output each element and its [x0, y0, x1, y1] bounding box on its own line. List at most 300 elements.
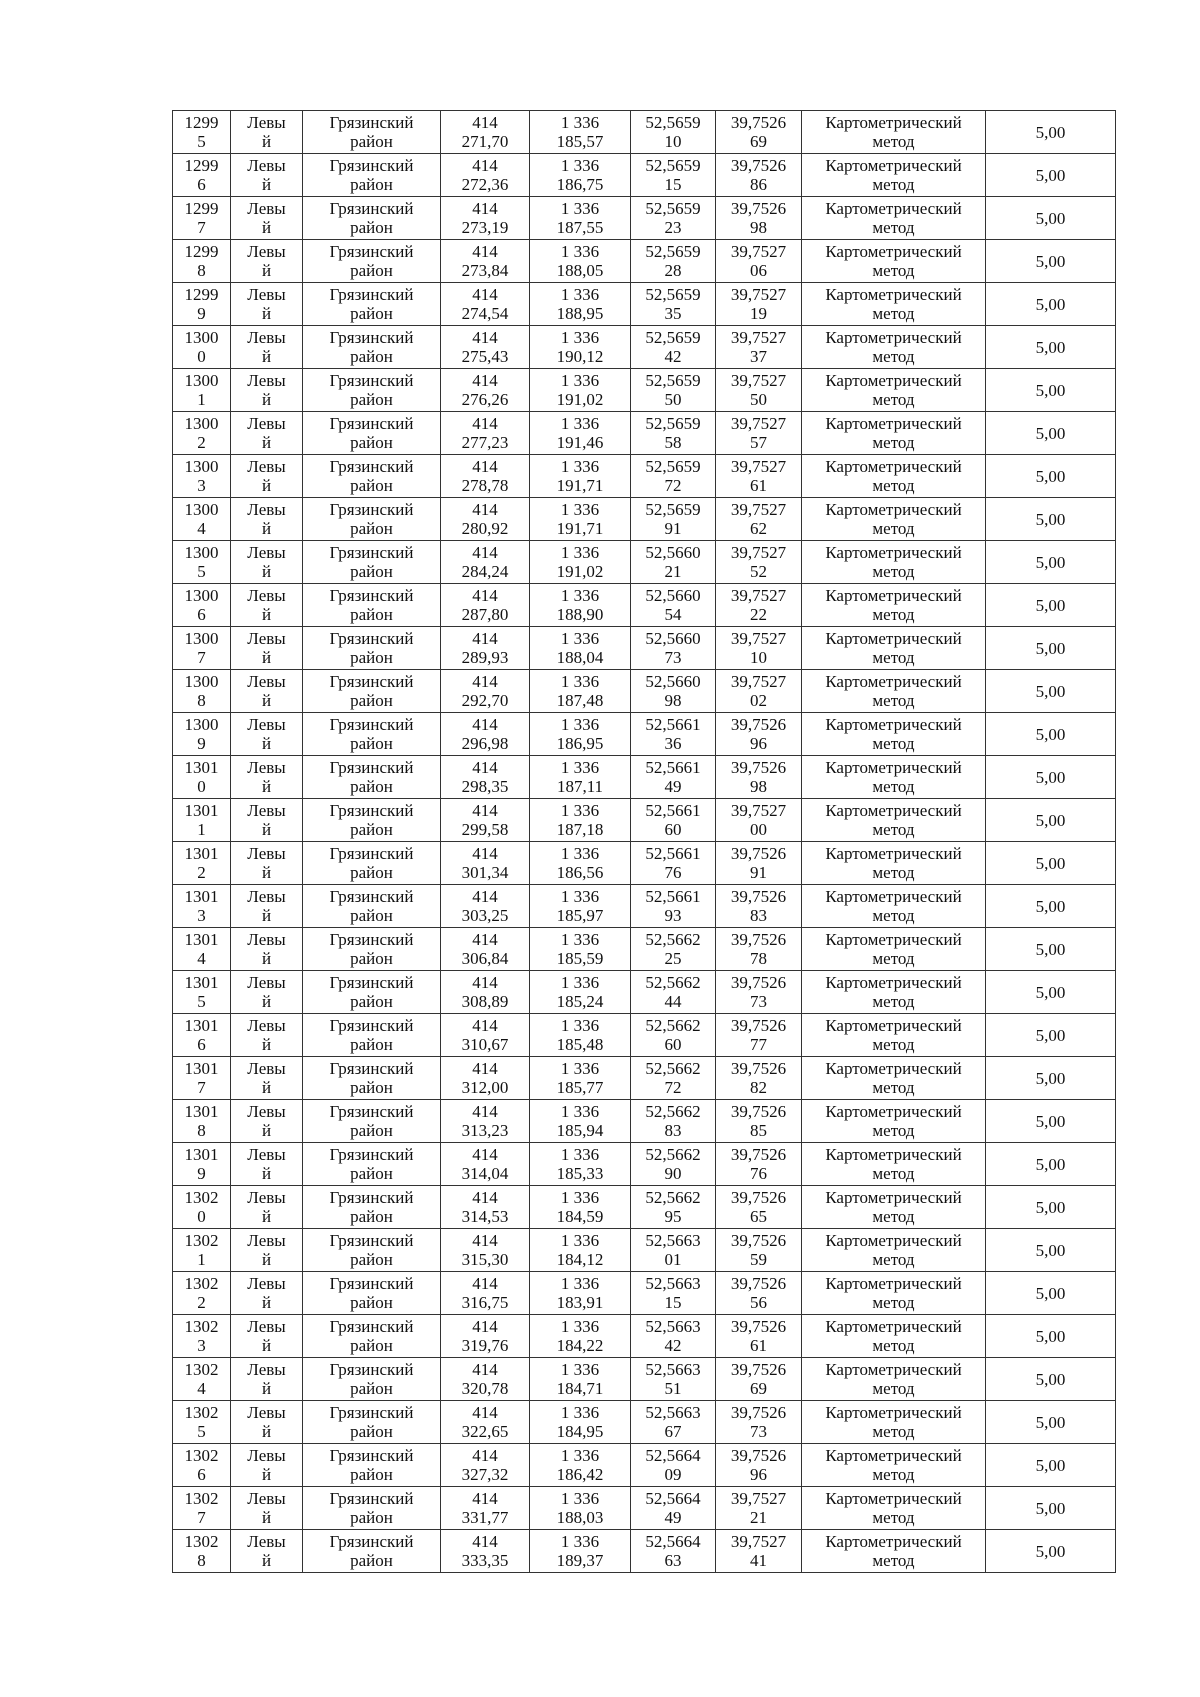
- district-cell-line: Грязинский: [329, 328, 414, 347]
- longitude-cell-line: 39,7527: [730, 457, 787, 476]
- table-row: [173, 455, 1116, 498]
- latitude-cell: [631, 1100, 716, 1143]
- method-cell: [802, 541, 986, 584]
- table-row: [173, 1057, 1116, 1100]
- point-number-cell: [173, 1057, 231, 1100]
- method-cell: [802, 670, 986, 713]
- bank-side-cell: [231, 670, 303, 713]
- method-cell-line: Картометрический: [825, 543, 962, 562]
- latitude-cell-line: 83: [664, 1121, 682, 1140]
- point-number-cell: [173, 1100, 231, 1143]
- longitude-cell: [716, 240, 802, 283]
- bank-side-cell: [231, 1401, 303, 1444]
- coord-y-cell: [530, 627, 631, 670]
- method-cell-line: метод: [872, 992, 915, 1011]
- coord-x-cell-line: 414: [472, 414, 498, 433]
- longitude-cell-line: 39,7527: [730, 285, 787, 304]
- table-row: [173, 928, 1116, 971]
- table-row: [173, 154, 1116, 197]
- longitude-cell: [716, 541, 802, 584]
- coord-y-cell-line: 1 336: [560, 844, 600, 863]
- coord-y-cell-line: 190,12: [556, 347, 604, 366]
- point-number-cell-line: 1301: [184, 973, 219, 992]
- latitude-cell: [631, 541, 716, 584]
- accuracy-cell: 5,00: [986, 326, 1116, 369]
- table-row: [173, 1186, 1116, 1229]
- bank-side-cell: [231, 1057, 303, 1100]
- latitude-cell-line: 52,5659: [645, 156, 701, 175]
- coord-y-cell-line: 1 336: [560, 1317, 600, 1336]
- coord-x-cell-line: 414: [472, 715, 498, 734]
- coord-x-cell: [441, 326, 530, 369]
- district-cell-line: район: [350, 519, 393, 538]
- bank-side-cell: [231, 1229, 303, 1272]
- method-cell: [802, 1272, 986, 1315]
- longitude-cell: [716, 369, 802, 412]
- coord-y-cell-line: 186,95: [556, 734, 604, 753]
- longitude-cell-line: 57: [750, 433, 767, 452]
- longitude-cell-line: 39,7527: [730, 629, 787, 648]
- longitude-cell-line: 77: [750, 1035, 767, 1054]
- district-cell-line: район: [350, 1121, 393, 1140]
- bank-side-cell-line: Левы: [247, 1016, 286, 1035]
- latitude-cell-line: 63: [664, 1551, 682, 1570]
- coord-x-cell-line: 414: [472, 973, 498, 992]
- longitude-cell-line: 39,7527: [730, 801, 787, 820]
- bank-side-cell-line: Левы: [247, 1102, 286, 1121]
- latitude-cell: [631, 1487, 716, 1530]
- district-cell: [303, 1530, 441, 1573]
- method-cell-line: Картометрический: [825, 887, 962, 906]
- longitude-cell: [716, 713, 802, 756]
- bank-side-cell: [231, 885, 303, 928]
- bank-side-cell-line: й: [261, 304, 272, 323]
- bank-side-cell-line: Левы: [247, 629, 286, 648]
- longitude-cell: [716, 498, 802, 541]
- method-cell-line: Картометрический: [825, 1403, 962, 1422]
- district-cell: [303, 1401, 441, 1444]
- coord-x-cell-line: 414: [472, 199, 498, 218]
- latitude-cell-line: 60: [664, 820, 682, 839]
- longitude-cell: [716, 756, 802, 799]
- bank-side-cell: [231, 154, 303, 197]
- point-number-cell-line: 1299: [184, 242, 219, 261]
- method-cell: [802, 885, 986, 928]
- table-row: [173, 627, 1116, 670]
- longitude-cell: [716, 197, 802, 240]
- accuracy-cell: 5,00: [986, 1057, 1116, 1100]
- method-cell-line: Картометрический: [825, 156, 962, 175]
- method-cell-line: Картометрический: [825, 1317, 962, 1336]
- longitude-cell-line: 78: [750, 949, 767, 968]
- district-cell-line: район: [350, 1336, 393, 1355]
- coord-x-cell-line: 414: [472, 113, 498, 132]
- district-cell: [303, 240, 441, 283]
- coord-x-cell: [441, 412, 530, 455]
- bank-side-cell-line: й: [261, 992, 272, 1011]
- coord-y-cell: [530, 842, 631, 885]
- latitude-cell-line: 52,5663: [645, 1274, 701, 1293]
- coord-y-cell-line: 1 336: [560, 758, 600, 777]
- coord-y-cell-line: 188,90: [556, 605, 604, 624]
- district-cell-line: район: [350, 390, 393, 409]
- point-number-cell-line: 4: [197, 1379, 206, 1398]
- method-cell-line: Картометрический: [825, 930, 962, 949]
- coord-x-cell: [441, 1272, 530, 1315]
- longitude-cell-line: 39,7527: [730, 328, 787, 347]
- bank-side-cell-line: й: [261, 691, 272, 710]
- coord-y-cell: [530, 885, 631, 928]
- accuracy-cell: 5,00: [986, 111, 1116, 154]
- coord-y-cell-line: 1 336: [560, 1059, 600, 1078]
- latitude-cell: [631, 1272, 716, 1315]
- method-cell-line: метод: [872, 906, 915, 925]
- district-cell-line: район: [350, 1035, 393, 1054]
- point-number-cell: [173, 369, 231, 412]
- longitude-cell-line: 69: [750, 1379, 767, 1398]
- point-number-cell: [173, 541, 231, 584]
- latitude-cell-line: 52,5661: [645, 887, 701, 906]
- coord-y-cell: [530, 498, 631, 541]
- bank-side-cell-line: Левы: [247, 758, 286, 777]
- longitude-cell-line: 85: [750, 1121, 767, 1140]
- bank-side-cell-line: й: [261, 433, 272, 452]
- latitude-cell-line: 52,5659: [645, 414, 701, 433]
- bank-side-cell: [231, 1487, 303, 1530]
- coord-y-cell-line: 186,42: [556, 1465, 604, 1484]
- latitude-cell: [631, 197, 716, 240]
- point-number-cell-line: 2: [197, 863, 206, 882]
- method-cell: [802, 1358, 986, 1401]
- coord-x-cell-line: 414: [472, 543, 498, 562]
- coord-x-cell-line: 414: [472, 1446, 498, 1465]
- latitude-cell-line: 72: [664, 476, 682, 495]
- method-cell: [802, 412, 986, 455]
- bank-side-cell-line: й: [261, 1336, 272, 1355]
- coord-y-cell-line: 1 336: [560, 1489, 600, 1508]
- coord-x-cell: [441, 1100, 530, 1143]
- point-number-cell: [173, 1186, 231, 1229]
- method-cell-line: метод: [872, 1035, 915, 1054]
- method-cell-line: метод: [872, 863, 915, 882]
- coord-x-cell-line: 272,36: [461, 175, 509, 194]
- method-cell-line: Картометрический: [825, 371, 962, 390]
- latitude-cell: [631, 154, 716, 197]
- latitude-cell: [631, 498, 716, 541]
- method-cell: [802, 369, 986, 412]
- point-number-cell-line: 4: [197, 949, 206, 968]
- district-cell-line: Грязинский: [329, 1145, 414, 1164]
- bank-side-cell-line: Левы: [247, 1489, 286, 1508]
- method-cell-line: метод: [872, 1379, 915, 1398]
- coord-y-cell-line: 1 336: [560, 328, 600, 347]
- method-cell-line: Картометрический: [825, 1188, 962, 1207]
- bank-side-cell-line: Левы: [247, 199, 286, 218]
- point-number-cell-line: 1: [197, 1250, 206, 1269]
- point-number-cell-line: 1302: [184, 1360, 219, 1379]
- bank-side-cell-line: Левы: [247, 285, 286, 304]
- method-cell-line: метод: [872, 390, 915, 409]
- latitude-cell-line: 35: [664, 304, 682, 323]
- latitude-cell-line: 52,5659: [645, 457, 701, 476]
- coord-x-cell-line: 414: [472, 1059, 498, 1078]
- bank-side-cell: [231, 412, 303, 455]
- method-cell: [802, 584, 986, 627]
- coord-y-cell-line: 1 336: [560, 586, 600, 605]
- point-number-cell-line: 1302: [184, 1231, 219, 1250]
- district-cell-line: Грязинский: [329, 242, 414, 261]
- coord-y-cell-line: 1 336: [560, 113, 600, 132]
- latitude-cell: [631, 1444, 716, 1487]
- latitude-cell-line: 52,5661: [645, 801, 701, 820]
- bank-side-cell-line: Левы: [247, 586, 286, 605]
- coord-y-cell-line: 1 336: [560, 1403, 600, 1422]
- latitude-cell-line: 52,5660: [645, 629, 701, 648]
- coord-y-cell: [530, 928, 631, 971]
- bank-side-cell-line: Левы: [247, 887, 286, 906]
- bank-side-cell-line: й: [261, 390, 272, 409]
- longitude-cell: [716, 1143, 802, 1186]
- point-number-cell: [173, 111, 231, 154]
- longitude-cell-line: 39,7526: [730, 1102, 787, 1121]
- longitude-cell-line: 19: [750, 304, 767, 323]
- coord-y-cell: [530, 1358, 631, 1401]
- district-cell: [303, 971, 441, 1014]
- bank-side-cell-line: Левы: [247, 414, 286, 433]
- point-number-cell-line: 3: [197, 1336, 206, 1355]
- method-cell: [802, 627, 986, 670]
- latitude-cell-line: 91: [664, 519, 682, 538]
- coord-x-cell-line: 299,58: [461, 820, 509, 839]
- longitude-cell-line: 39,7527: [730, 242, 787, 261]
- longitude-cell-line: 39,7527: [730, 414, 787, 433]
- accuracy-cell: 5,00: [986, 240, 1116, 283]
- latitude-cell: [631, 1186, 716, 1229]
- coord-y-cell-line: 1 336: [560, 1188, 600, 1207]
- accuracy-cell: 5,00: [986, 756, 1116, 799]
- latitude-cell-line: 67: [664, 1422, 682, 1441]
- point-number-cell-line: 1302: [184, 1403, 219, 1422]
- bank-side-cell: [231, 842, 303, 885]
- district-cell: [303, 154, 441, 197]
- coord-y-cell: [530, 1272, 631, 1315]
- coord-y-cell-line: 185,94: [556, 1121, 604, 1140]
- longitude-cell-line: 39,7526: [730, 887, 787, 906]
- point-number-cell: [173, 1401, 231, 1444]
- latitude-cell-line: 42: [664, 1336, 682, 1355]
- point-number-cell-line: 5: [197, 132, 206, 151]
- accuracy-cell: 5,00: [986, 627, 1116, 670]
- longitude-cell: [716, 584, 802, 627]
- coord-x-cell: [441, 369, 530, 412]
- coord-y-cell: [530, 584, 631, 627]
- longitude-cell-line: 41: [750, 1551, 767, 1570]
- point-number-cell-line: 1301: [184, 801, 219, 820]
- coord-y-cell-line: 1 336: [560, 1102, 600, 1121]
- coord-x-cell-line: 271,70: [461, 132, 509, 151]
- accuracy-cell: 5,00: [986, 369, 1116, 412]
- district-cell: [303, 1186, 441, 1229]
- coord-x-cell: [441, 240, 530, 283]
- latitude-cell-line: 98: [664, 691, 682, 710]
- longitude-cell: [716, 799, 802, 842]
- coord-x-cell-line: 315,30: [461, 1250, 509, 1269]
- district-cell-line: Грязинский: [329, 371, 414, 390]
- coord-y-cell: [530, 756, 631, 799]
- bank-side-cell: [231, 1186, 303, 1229]
- bank-side-cell-line: Левы: [247, 801, 286, 820]
- coord-x-cell: [441, 1014, 530, 1057]
- point-number-cell: [173, 1444, 231, 1487]
- bank-side-cell-line: Левы: [247, 715, 286, 734]
- district-cell-line: Грязинский: [329, 414, 414, 433]
- method-cell-line: Картометрический: [825, 414, 962, 433]
- point-number-cell-line: 1301: [184, 1145, 219, 1164]
- accuracy-cell: 5,00: [986, 1272, 1116, 1315]
- bank-side-cell: [231, 498, 303, 541]
- latitude-cell-line: 36: [664, 734, 682, 753]
- point-number-cell: [173, 1487, 231, 1530]
- point-number-cell-line: 7: [197, 1508, 206, 1527]
- coord-x-cell: [441, 197, 530, 240]
- coord-y-cell-line: 1 336: [560, 156, 600, 175]
- method-cell: [802, 971, 986, 1014]
- coord-x-cell-line: 414: [472, 887, 498, 906]
- district-cell-line: район: [350, 1250, 393, 1269]
- table-row: [173, 240, 1116, 283]
- longitude-cell-line: 39,7527: [730, 371, 787, 390]
- point-number-cell: [173, 971, 231, 1014]
- table-row: [173, 197, 1116, 240]
- coord-y-cell-line: 191,02: [556, 390, 604, 409]
- longitude-cell-line: 39,7526: [730, 1317, 787, 1336]
- district-cell-line: Грязинский: [329, 629, 414, 648]
- point-number-cell: [173, 1530, 231, 1573]
- accuracy-cell: 5,00: [986, 670, 1116, 713]
- coord-x-cell-line: 414: [472, 500, 498, 519]
- longitude-cell-line: 39,7526: [730, 1145, 787, 1164]
- latitude-cell: [631, 799, 716, 842]
- accuracy-cell: 5,00: [986, 885, 1116, 928]
- district-cell-line: район: [350, 347, 393, 366]
- longitude-cell-line: 52: [750, 562, 767, 581]
- latitude-cell-line: 21: [664, 562, 682, 581]
- point-number-cell-line: 0: [197, 777, 206, 796]
- point-number-cell: [173, 1014, 231, 1057]
- coord-y-cell: [530, 283, 631, 326]
- coord-x-cell: [441, 1530, 530, 1573]
- coord-x-cell-line: 275,43: [461, 347, 509, 366]
- coord-y-cell: [530, 799, 631, 842]
- longitude-cell-line: 69: [750, 132, 767, 151]
- coord-y-cell-line: 1 336: [560, 543, 600, 562]
- point-number-cell-line: 1301: [184, 1059, 219, 1078]
- latitude-cell: [631, 412, 716, 455]
- bank-side-cell-line: Левы: [247, 156, 286, 175]
- coord-y-cell: [530, 111, 631, 154]
- latitude-cell-line: 52,5662: [645, 973, 701, 992]
- longitude-cell-line: 82: [750, 1078, 767, 1097]
- bank-side-cell: [231, 1014, 303, 1057]
- method-cell: [802, 1143, 986, 1186]
- longitude-cell-line: 39,7526: [730, 930, 787, 949]
- point-number-cell-line: 1301: [184, 758, 219, 777]
- point-number-cell: [173, 627, 231, 670]
- district-cell: [303, 928, 441, 971]
- longitude-cell-line: 06: [750, 261, 767, 280]
- coord-y-cell: [530, 1315, 631, 1358]
- method-cell-line: метод: [872, 648, 915, 667]
- longitude-cell-line: 98: [750, 777, 767, 796]
- coord-x-cell: [441, 455, 530, 498]
- latitude-cell: [631, 971, 716, 1014]
- point-number-cell-line: 1299: [184, 156, 219, 175]
- bank-side-cell: [231, 1272, 303, 1315]
- method-cell: [802, 1229, 986, 1272]
- district-cell-line: Грязинский: [329, 113, 414, 132]
- latitude-cell: [631, 1143, 716, 1186]
- table-row: [173, 713, 1116, 756]
- coord-x-cell: [441, 1143, 530, 1186]
- latitude-cell-line: 52,5659: [645, 500, 701, 519]
- bank-side-cell: [231, 1100, 303, 1143]
- point-number-cell: [173, 885, 231, 928]
- district-cell-line: район: [350, 820, 393, 839]
- accuracy-cell: 5,00: [986, 1358, 1116, 1401]
- latitude-cell-line: 52,5660: [645, 543, 701, 562]
- latitude-cell-line: 52,5662: [645, 1016, 701, 1035]
- coord-y-cell-line: 1 336: [560, 930, 600, 949]
- coord-x-cell-line: 314,53: [461, 1207, 509, 1226]
- coord-x-cell-line: 274,54: [461, 304, 509, 323]
- bank-side-cell-line: й: [261, 1035, 272, 1054]
- coord-y-cell-line: 1 336: [560, 1145, 600, 1164]
- district-cell: [303, 1315, 441, 1358]
- latitude-cell-line: 52,5661: [645, 844, 701, 863]
- method-cell: [802, 799, 986, 842]
- district-cell-line: Грязинский: [329, 1102, 414, 1121]
- method-cell-line: Картометрический: [825, 199, 962, 218]
- longitude-cell: [716, 455, 802, 498]
- method-cell: [802, 928, 986, 971]
- point-number-cell: [173, 842, 231, 885]
- coord-x-cell-line: 414: [472, 328, 498, 347]
- bank-side-cell-line: й: [261, 777, 272, 796]
- accuracy-cell: 5,00: [986, 197, 1116, 240]
- latitude-cell-line: 52,5659: [645, 242, 701, 261]
- coord-x-cell-line: 414: [472, 672, 498, 691]
- longitude-cell: [716, 1014, 802, 1057]
- accuracy-cell: 5,00: [986, 928, 1116, 971]
- coord-y-cell-line: 1 336: [560, 973, 600, 992]
- point-number-cell-line: 1300: [184, 586, 219, 605]
- bank-side-cell-line: Левы: [247, 371, 286, 390]
- coord-y-cell: [530, 369, 631, 412]
- accuracy-cell: 5,00: [986, 1530, 1116, 1573]
- accuracy-cell: 5,00: [986, 584, 1116, 627]
- longitude-cell-line: 39,7526: [730, 973, 787, 992]
- table-row: [173, 498, 1116, 541]
- latitude-cell-line: 49: [664, 777, 682, 796]
- latitude-cell: [631, 369, 716, 412]
- district-cell: [303, 584, 441, 627]
- bank-side-cell-line: й: [261, 218, 272, 237]
- point-number-cell-line: 1302: [184, 1188, 219, 1207]
- bank-side-cell: [231, 1315, 303, 1358]
- longitude-cell-line: 50: [750, 390, 767, 409]
- method-cell-line: метод: [872, 605, 915, 624]
- method-cell-line: метод: [872, 1207, 915, 1226]
